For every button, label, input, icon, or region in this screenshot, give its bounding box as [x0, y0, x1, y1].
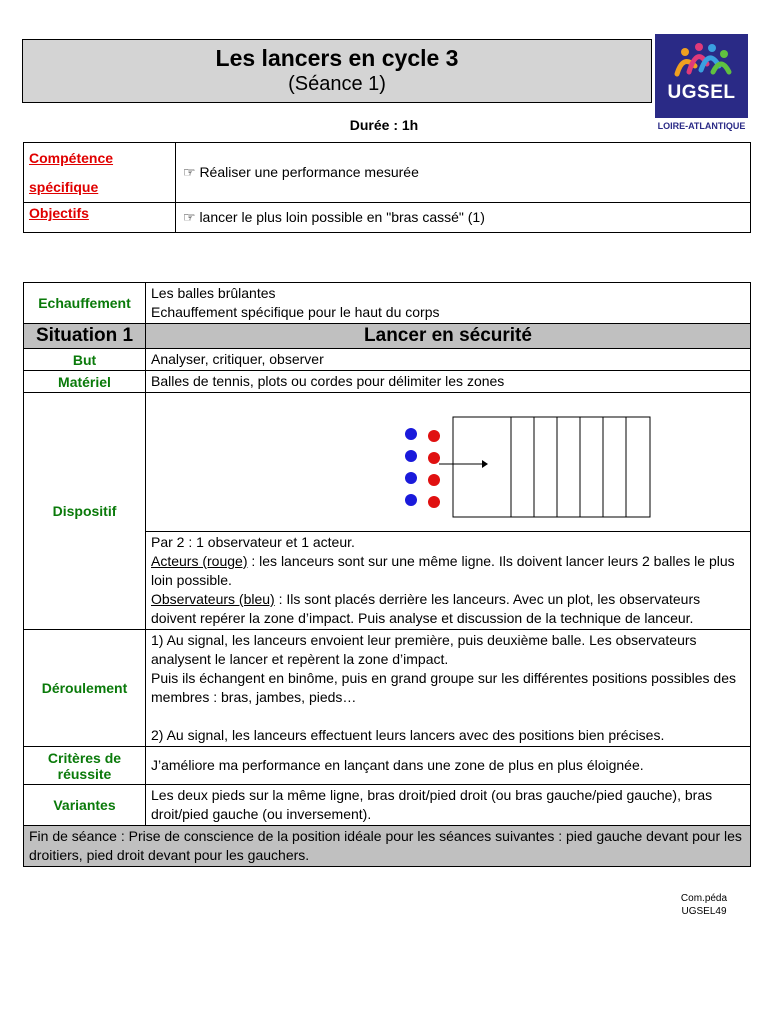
competence-label-line1: Compétence — [29, 150, 114, 166]
dispositif-text — [146, 532, 751, 630]
observer-dot — [405, 494, 417, 506]
situation-title: Lancer en sécurité — [146, 324, 751, 349]
actor-dot — [428, 430, 440, 442]
materiel-value: Balles de tennis, plots ou cordes pour délimiter les zones — [146, 371, 751, 393]
dispositif-acteurs — [151, 552, 745, 590]
materiel-label: Matériel — [24, 371, 146, 393]
objectifs-label — [24, 203, 176, 233]
variantes-value: Les deux pieds sur la même ligne, bras droit/pied droit (ou bras gauche/pied gauche), bras droit/pied gauche (ou inversement). — [146, 785, 751, 826]
deroulement-para1: 1) Au signal, les lanceurs envoient leur première, puis deuxième balle. Les observateurs analysent le lancer et repèrent la zone d’impact. — [151, 632, 697, 667]
deroulement-label: Déroulement — [24, 630, 146, 747]
but-value: Analyser, critiquer, observer — [146, 349, 751, 371]
criteres-value: J’améliore ma performance en lançant dans une zone de plus en plus éloignée. — [146, 747, 751, 785]
actor-dot — [428, 496, 440, 508]
observer-dot — [405, 450, 417, 462]
acteurs-text: : les lanceurs sont sur une même ligne. Ils doivent lancer leurs 2 balles le plus loin possible. — [151, 553, 735, 588]
criteres-label — [24, 747, 146, 785]
echauffement-line1: Les balles brûlantes — [151, 285, 276, 301]
page-subtitle: (Séance 1) — [288, 73, 386, 95]
logo-region: LOIRE-ATLANTIQUE — [657, 121, 746, 131]
but-label: But — [24, 349, 146, 371]
title-box — [22, 39, 652, 103]
echauffement-text — [146, 283, 751, 324]
dispositif-diagram — [146, 393, 751, 532]
deroulement-para3: 2) Au signal, les lanceurs effectuent leurs lancers avec des positions bien précises. — [151, 727, 665, 743]
observer-dot — [405, 428, 417, 440]
competence-label — [24, 143, 176, 203]
footer — [648, 892, 760, 918]
page-title: Les lancers en cycle 3 — [215, 45, 459, 71]
observer-dot — [405, 472, 417, 484]
footer-line2: UGSEL49 — [681, 906, 727, 917]
session-table — [23, 282, 751, 867]
echauffement-line2: Echauffement spécifique pour le haut du corps — [151, 304, 440, 320]
deroulement-text — [146, 630, 751, 747]
deroulement-para2: Puis ils échangent en binôme, puis en grand groupe sur les différentes positions possibles des membres : bras, jambes, pieds… — [151, 670, 736, 705]
competence-table — [23, 142, 751, 233]
ugsel-logo — [655, 34, 748, 118]
observateurs-label: Observateurs (bleu) — [151, 591, 275, 607]
dispositif-observateurs — [151, 590, 745, 628]
observateurs-text: : Ils sont placés derrière les lanceurs. Avec un plot, les observateurs doivent repérer la zone d’impact. Puis analyse et discussion de la technique de lanceur. — [151, 591, 701, 626]
actor-dot — [428, 452, 440, 464]
throwing-zone-diagram — [146, 393, 750, 531]
objectifs-value: ☞ lancer le plus loin possible en "bras cassé" (1) — [176, 203, 751, 233]
dispositif-line1: Par 2 : 1 observateur et 1 acteur. — [151, 534, 355, 550]
acteurs-label: Acteurs (rouge) — [151, 553, 248, 569]
echauffement-label: Echauffement — [24, 283, 146, 324]
footer-line1: Com.péda — [680, 893, 728, 904]
criteres-label-line1: Critères de — [47, 749, 122, 766]
situation-label: Situation 1 — [24, 324, 146, 349]
deroulement-spacer — [151, 707, 745, 726]
variantes-label: Variantes — [24, 785, 146, 826]
logo-name: UGSEL — [667, 82, 736, 103]
dispositif-label: Dispositif — [24, 393, 146, 630]
fin-de-seance: Fin de séance : Prise de conscience de la position idéale pour les séances suivantes : pied gauche devant pour les droitiers, pied droit devant pour les gauchers. — [24, 826, 751, 867]
competence-label-line2: spécifique — [29, 179, 99, 195]
arrow-head-icon — [482, 460, 488, 468]
people-logo-icon — [655, 36, 748, 84]
criteres-label-line2: réussite — [57, 765, 112, 782]
competence-value: ☞ Réaliser une performance mesurée — [176, 143, 751, 203]
session-duration: Durée : 1h — [349, 117, 419, 133]
objectifs-label-text: Objectifs — [29, 205, 89, 221]
actor-dot — [428, 474, 440, 486]
